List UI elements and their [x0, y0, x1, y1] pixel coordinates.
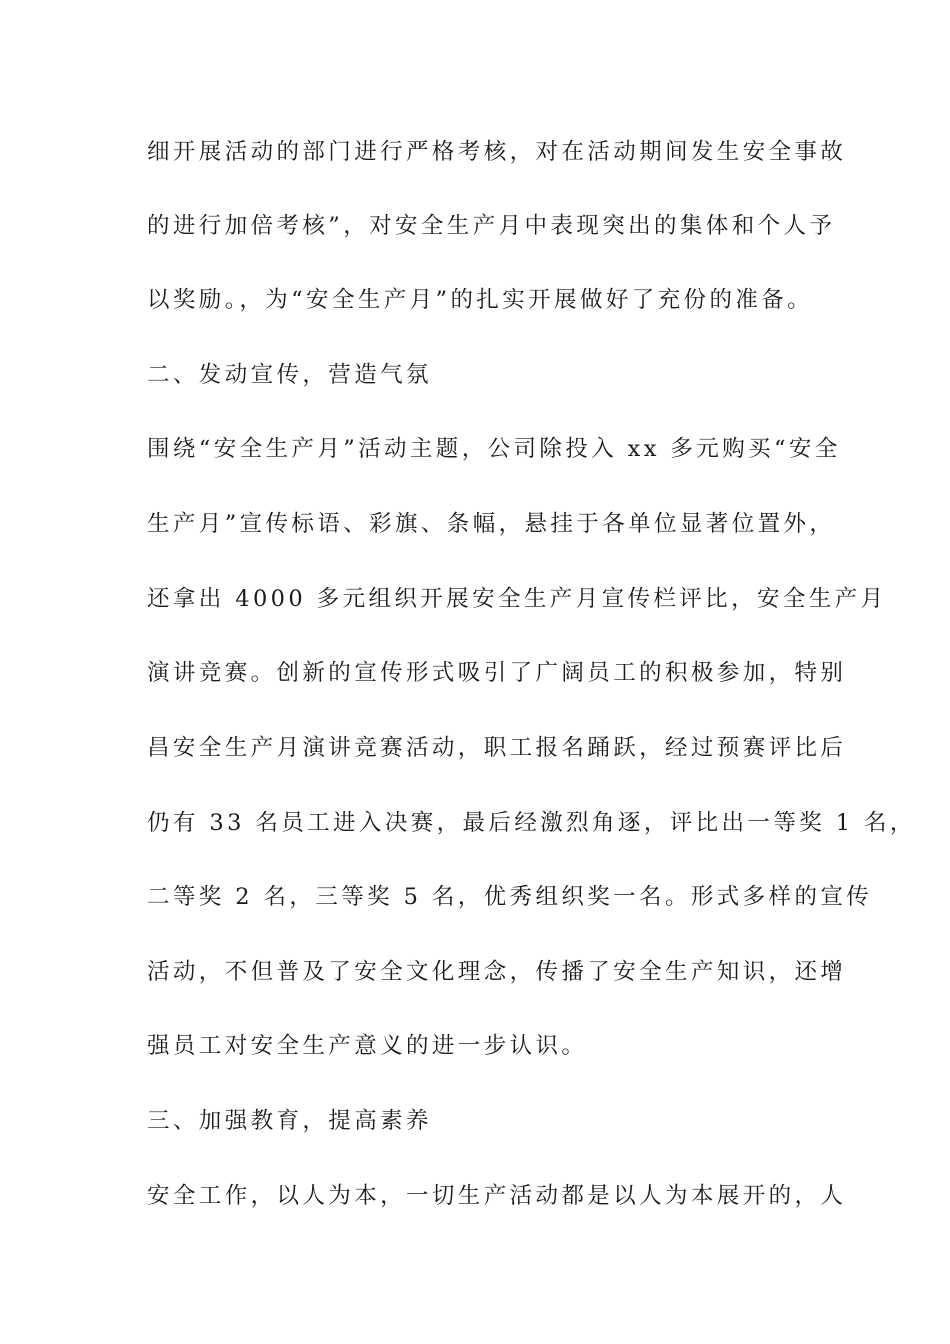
section-heading: 三、加强教育，提高素养	[147, 1108, 432, 1134]
body-text-line: 以奖励。，为“安全生产月”的扎实开展做好了充份的准备。	[147, 287, 814, 313]
body-text-line: 安全工作，以人为本，一切生产活动都是以人为本展开的，人	[147, 1183, 847, 1209]
body-text-line: 围绕“安全生产月”活动主题，公司除投入 xx 多元购买“安全	[147, 436, 841, 462]
body-text-line: 的进行加倍考核”，对安全生产月中表现突出的集体和个人予	[147, 213, 836, 239]
body-text-line: 演讲竞赛。创新的宣传形式吸引了广阔员工的积极参加，特别	[147, 660, 847, 686]
body-text-line: 仍有 33 名员工进入决赛，最后经激烈角逐，评比出一等奖 1 名，	[147, 810, 916, 836]
body-text-line: 二等奖 2 名，三等奖 5 名，优秀组织奖一名。形式多样的宣传	[147, 884, 873, 910]
body-text-line: 昌安全生产月演讲竞赛活动，职工报名踊跃，经过预赛评比后	[147, 735, 847, 761]
body-text-line: 强员工对安全生产意义的进一步认识。	[147, 1033, 588, 1059]
section-heading: 二、发动宣传，营造气氛	[147, 362, 432, 388]
body-text-line: 细开展活动的部门进行严格考核，对在活动期间发生安全事故	[147, 139, 847, 165]
body-text-line: 还拿出 4000 多元组织开展安全生产月宣传栏评比，安全生产月	[147, 586, 887, 612]
body-text-line: 生产月”宣传标语、彩旗、条幅，悬挂于各单位显著位置外，	[147, 511, 836, 537]
body-text-line: 活动，不但普及了安全文化理念，传播了安全生产知识，还增	[147, 959, 847, 985]
